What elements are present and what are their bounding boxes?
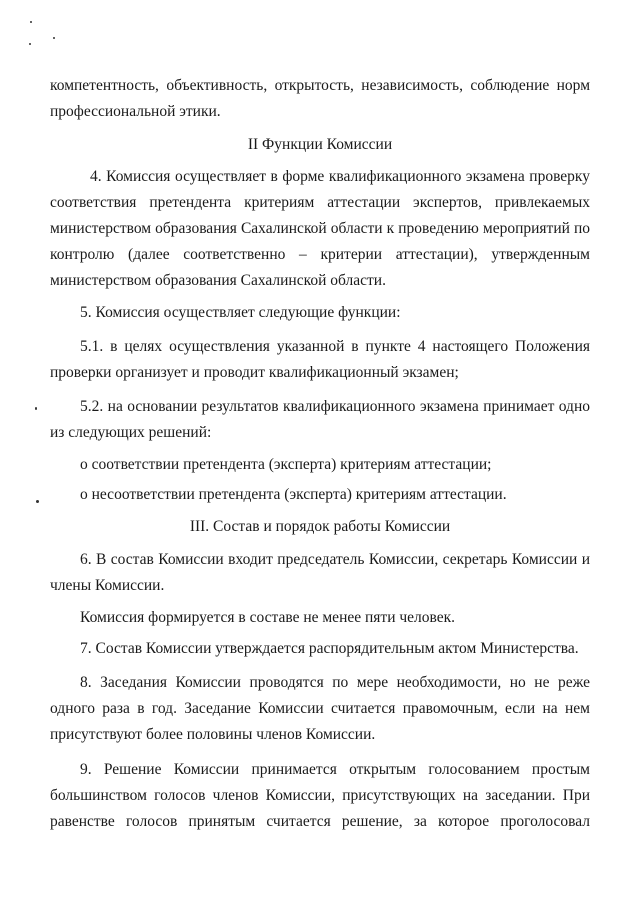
body-text-line: 8. Заседания Комиссии проводятся по мере необходимости, но не реже [80,674,590,691]
body-text-line: контролю (далее соответственно – критерии аттестации), утвержденным [50,246,590,263]
body-text-line: присутствуют более половины членов Комиссии. [50,726,376,743]
body-text-line: 5.1. в целях осуществления указанной в пункте 4 настоящего Положения [80,338,590,355]
section-heading: II Функции Комиссии [247,136,393,153]
body-text-line: равенстве голосов принятым считается решение, за которое проголосовал [50,813,590,830]
scan-speck [36,500,39,503]
body-text-line: проверки организует и проводит квалификационный экзамен; [50,364,459,381]
section-heading: III. Состав и порядок работы Комиссии [189,518,451,535]
scan-speck [35,407,37,410]
body-text-line: соответствия претендента критериям аттестации экспертов, привлекаемых [50,194,590,211]
body-text-line: министерством образования Сахалинской области. [50,272,386,289]
body-text-line: 9. Решение Комиссии принимается открытым голосованием простым [80,761,590,778]
body-text-line: 7. Состав Комиссии утверждается распорядительным актом Министерства. [80,640,579,657]
body-text-line: Комиссия формируется в составе не менее пяти человек. [80,609,456,626]
body-text-line: о соответствии претендента (эксперта) критериям аттестации; [80,456,492,473]
scan-speck [53,37,55,39]
body-text-line: министерством образования Сахалинской области к проведению мероприятий по [50,220,590,237]
body-text-line: одного раза в год. Заседание Комиссии считается правомочным, если на нем [50,700,590,717]
scan-speck [29,43,31,45]
body-text-line: большинством голосов членов Комиссии, присутствующих на заседании. При [50,787,590,804]
scan-speck [30,21,32,23]
body-text-line: 5. Комиссия осуществляет следующие функции: [80,304,401,321]
body-text-line: из следующих решений: [50,424,212,441]
body-text-line: 5.2. на основании результатов квалификационного экзамена принимает одно [80,398,590,415]
body-text-line: о несоответствии претендента (эксперта) критериям аттестации. [80,486,507,503]
body-text-line: 4. Комиссия осуществляет в форме квалификационного экзамена проверку [90,168,590,185]
body-text-line: компетентность, объективность, открытость, независимость, соблюдение норм [50,77,590,94]
body-text-line: профессиональной этики. [50,103,221,120]
body-text-line: члены Комиссии. [50,577,165,594]
body-text-line: 6. В состав Комиссии входит председатель Комиссии, секретарь Комиссии и [80,551,590,568]
